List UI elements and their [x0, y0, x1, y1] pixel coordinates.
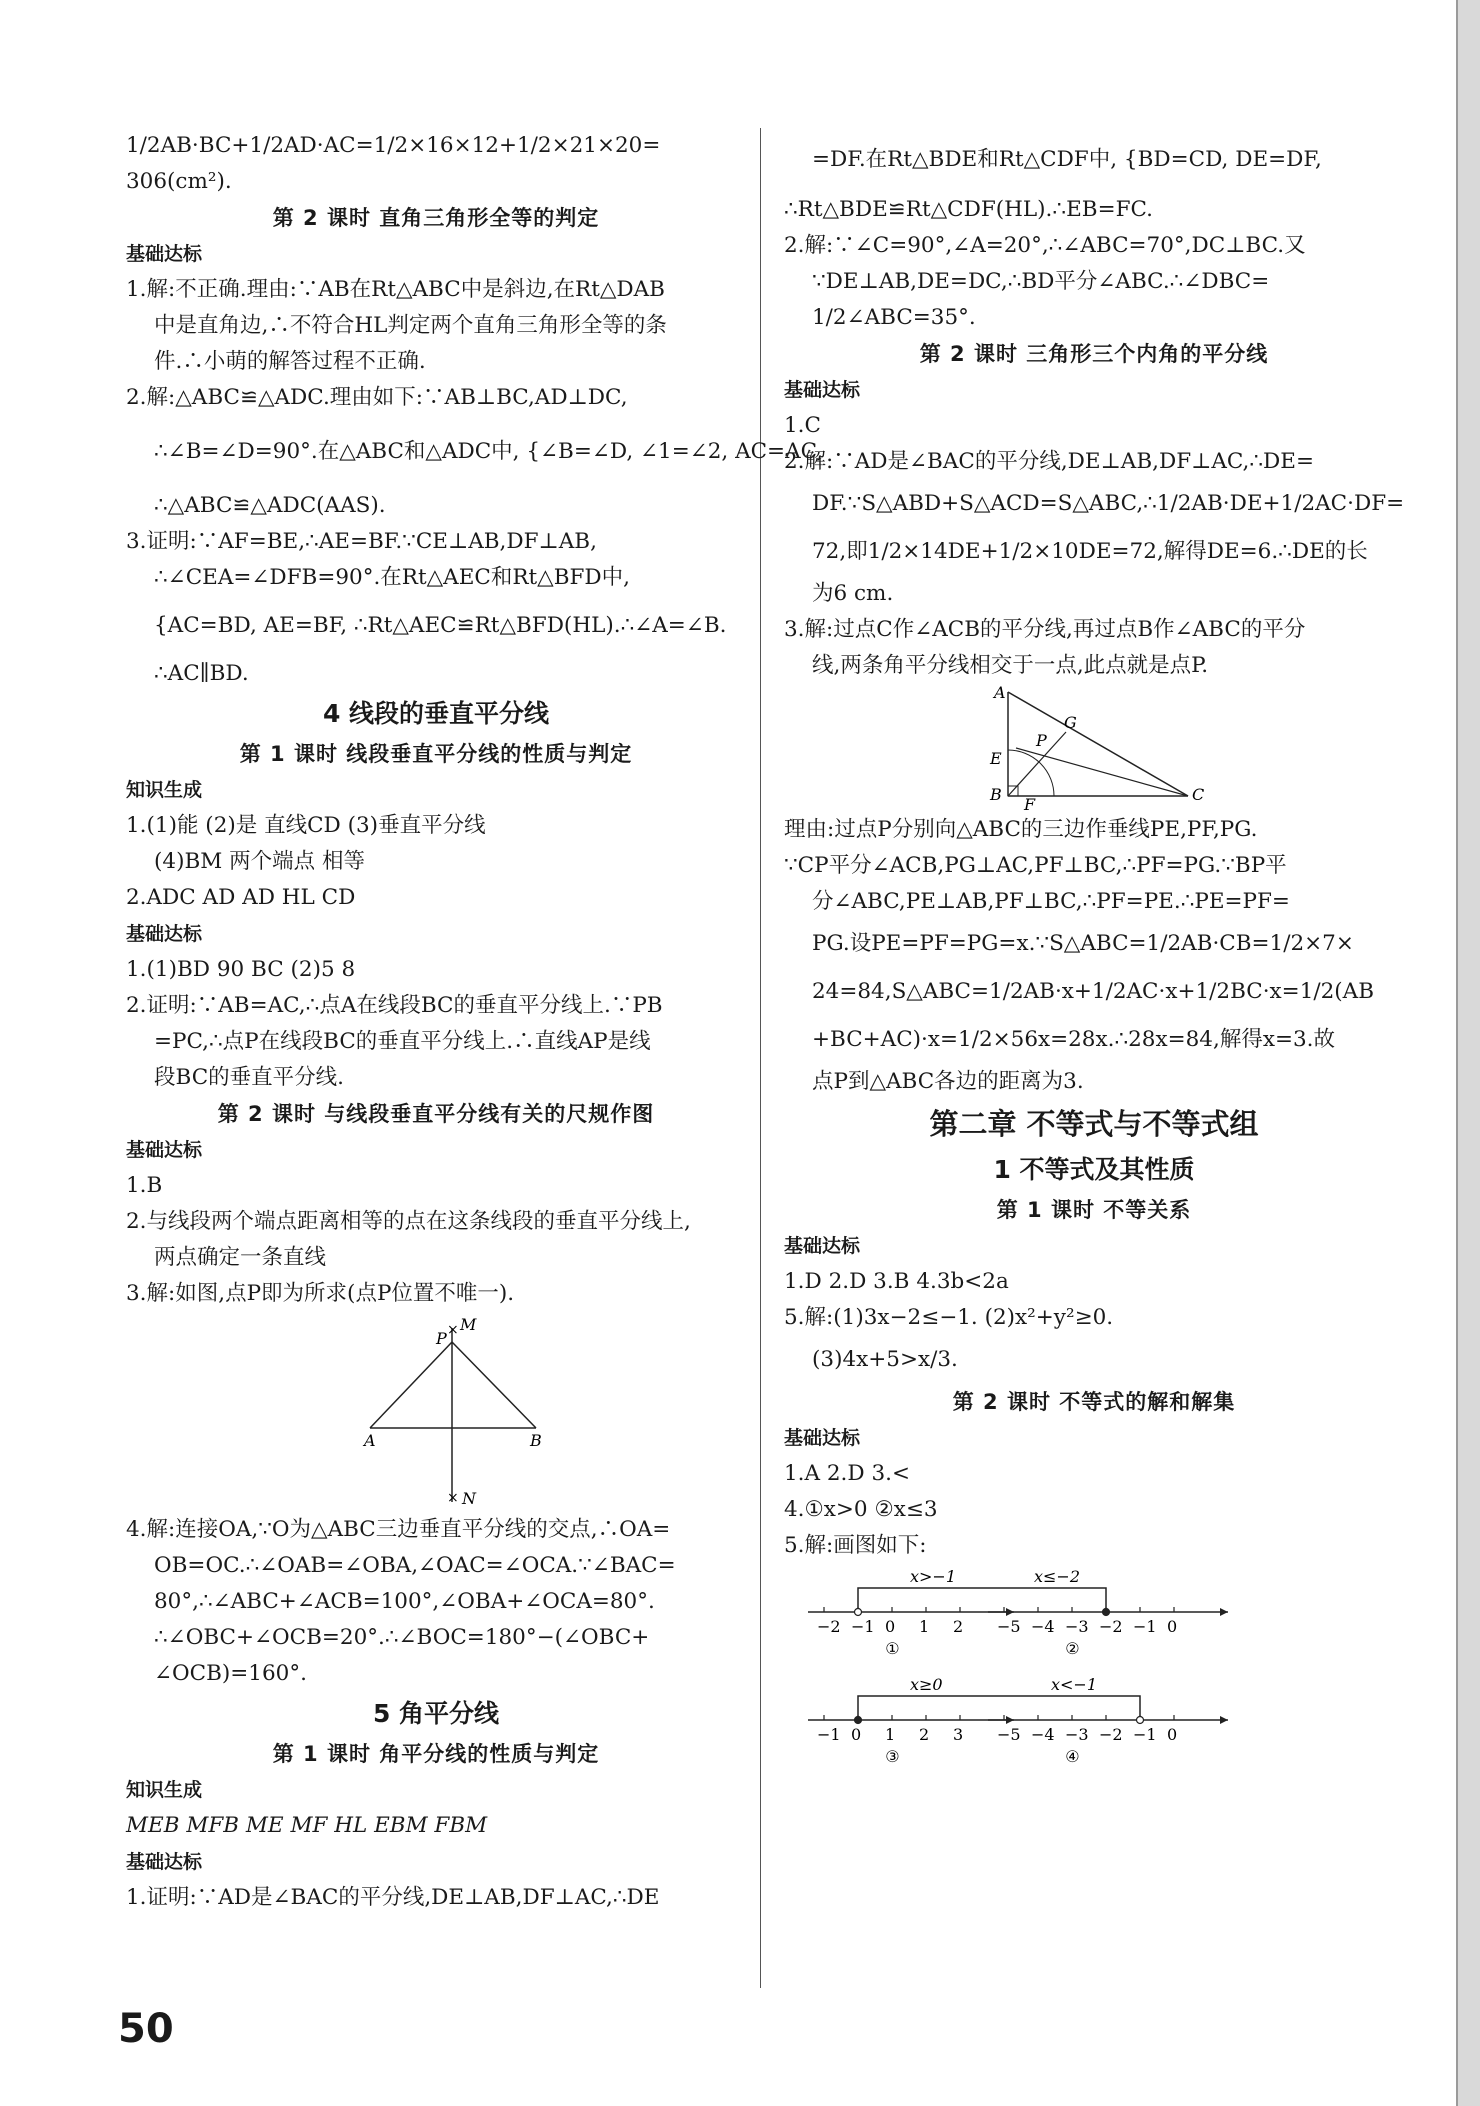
lesson-title: 第 1 课时 线段垂直平分线的性质与判定 — [239, 742, 633, 766]
text-line: 4.解:连接OA,∵O为△ABC三边垂直平分线的交点,∴OA= — [126, 1517, 671, 1542]
fig2-label-e: E — [990, 749, 1002, 768]
tick-label: −4 — [1031, 1725, 1055, 1744]
page-number: 50 — [118, 2006, 174, 2052]
inequality-label: x>−1 — [910, 1567, 957, 1586]
perpendicular-bisector-figure — [126, 1312, 746, 1512]
section-label: 基础达标 — [126, 923, 203, 945]
number-line-3 — [808, 1675, 1014, 1766]
section-label: 基础达标 — [126, 1851, 203, 1873]
number-line-1 — [808, 1567, 1014, 1658]
text-line: 2.解:∵∠C=90°,∠A=20°,∴∠ABC=70°,DC⊥BC.又 — [784, 233, 1306, 258]
text-line: 5.解:画图如下: — [784, 1533, 927, 1558]
tick-label: −2 — [1099, 1725, 1123, 1744]
solution-bracket — [858, 1696, 998, 1720]
cross-mark-n: × — [447, 1490, 459, 1506]
open-endpoint — [1137, 1717, 1144, 1724]
angle-bisector-figure — [784, 684, 1404, 812]
tick-label: 0 — [1167, 1725, 1178, 1744]
tick-label: −2 — [817, 1617, 841, 1636]
text-line: (3)4x+5>x/3. — [812, 1347, 958, 1372]
tick-label: 0 — [885, 1617, 896, 1636]
tick-label: −2 — [1099, 1617, 1123, 1636]
text-line: 段BC的垂直平分线. — [154, 1065, 344, 1090]
text-line: DF.∵S△ABD+S△ACD=S△ABC,∴1/2AB·DE+1/2AC·DF= — [812, 491, 1405, 516]
tick-label: 1 — [919, 1617, 930, 1636]
text-line: 2.证明:∵AB=AC,∴点A在线段BC的垂直平分线上.∵PB — [126, 993, 663, 1018]
text-line: 80°,∴∠ABC+∠ACB=100°,∠OBA+∠OCA=80°. — [154, 1589, 655, 1614]
tick-label: 0 — [1167, 1617, 1178, 1636]
figure-number: ① — [885, 1639, 900, 1658]
fig1-label-p: P — [436, 1329, 447, 1348]
page-edge — [1458, 0, 1480, 2106]
fig1-label-m: M — [460, 1315, 477, 1334]
tick-label: −4 — [1031, 1617, 1055, 1636]
text-line: 点P到△ABC各边的距离为3. — [812, 1069, 1084, 1094]
right-column — [784, 128, 1404, 1784]
text-line: 2.与线段两个端点距离相等的点在这条线段的垂直平分线上, — [126, 1209, 691, 1234]
tick-label: −1 — [817, 1725, 841, 1744]
tick-label: −1 — [1133, 1617, 1157, 1636]
segment-pa — [370, 1342, 452, 1428]
text-line: 1.(1)BD 90 BC (2)5 8 — [126, 957, 356, 982]
lesson-title: 第 2 课时 直角三角形全等的判定 — [272, 206, 600, 230]
fig1-label-a: A — [364, 1431, 376, 1450]
text-line: 306(cm²). — [126, 169, 232, 194]
section-label: 知识生成 — [126, 779, 203, 801]
figure-number: ② — [1065, 1639, 1080, 1658]
cross-mark-m: × — [447, 1322, 459, 1338]
section-label: 基础达标 — [784, 379, 861, 401]
segment-pb — [452, 1342, 536, 1428]
lesson-title: 第 2 课时 与线段垂直平分线有关的尺规作图 — [217, 1102, 655, 1126]
text-line: 为6 cm. — [812, 581, 894, 606]
text-line: +BC+AC)·x=1/2×56x=28x.∴28x=84,解得x=3.故 — [812, 1027, 1335, 1052]
fig2-label-a: A — [994, 684, 1006, 702]
section-title: 5 角平分线 — [372, 1699, 500, 1728]
bisector-from-c — [1016, 748, 1188, 796]
inequality-label: x≥0 — [910, 1675, 943, 1694]
text-line: 3.解:过点C作∠ACB的平分线,再过点B作∠ABC的平分 — [784, 617, 1306, 642]
text-line: 1.(1)能 (2)是 直线CD (3)垂直平分线 — [126, 813, 486, 838]
text-line: 分∠ABC,PE⊥AB,PF⊥BC,∴PF=PE.∴PE=PF= — [812, 889, 1290, 914]
text-line: 3.证明:∵AF=BE,∴AE=BF.∵CE⊥AB,DF⊥AB, — [126, 529, 597, 554]
lesson-title: 第 2 课时 三角形三个内角的平分线 — [919, 342, 1269, 366]
text-line: ∴AC∥BD. — [154, 661, 249, 686]
fig2-label-f: F — [1024, 795, 1036, 812]
figure-number: ③ — [885, 1747, 900, 1766]
text-line: 1/2∠ABC=35°. — [812, 305, 976, 330]
lesson-title: 第 1 课时 不等关系 — [996, 1198, 1192, 1222]
text-line: ∴∠CEA=∠DFB=90°.在Rt△AEC和Rt△BFD中, — [154, 565, 630, 590]
lesson-title: 第 2 课时 不等式的解和解集 — [952, 1390, 1236, 1414]
text-line: 24=84,S△ABC=1/2AB·x+1/2AC·x+1/2BC·x=1/2(AB — [812, 979, 1375, 1004]
text-line: MEB MFB ME MF HL EBM FBM — [126, 1813, 488, 1838]
tick-label: −5 — [997, 1617, 1021, 1636]
text-line: 3.解:如图,点P即为所求(点P位置不唯一). — [126, 1281, 515, 1306]
text-line: 件.∴小萌的解答过程不正确. — [154, 349, 426, 374]
fig2-label-g: G — [1064, 713, 1077, 732]
text-line: ∵DE⊥AB,DE=DC,∴BD平分∠ABC.∴∠DBC= — [812, 269, 1270, 294]
section-label: 基础达标 — [126, 1139, 203, 1161]
solution-bracket — [998, 1588, 1106, 1612]
tick-label: −3 — [1065, 1725, 1089, 1744]
text-line: 2.解:△ABC≌△ADC.理由如下:∵AB⊥BC,AD⊥DC, — [126, 385, 628, 410]
solution-bracket — [998, 1696, 1140, 1720]
text-line: ∴△ABC≌△ADC(AAS). — [154, 493, 386, 518]
fig2-label-c: C — [1192, 785, 1205, 804]
number-lines-figure — [784, 1564, 1404, 1784]
tick-label: 0 — [851, 1725, 862, 1744]
chapter-title: 第二章 不等式与不等式组 — [929, 1107, 1259, 1141]
tick-label: 2 — [919, 1725, 930, 1744]
tick-label: 3 — [953, 1725, 964, 1744]
text-line: 中是直角边,∴不符合HL判定两个直角三角形全等的条 — [154, 313, 667, 338]
text-line: 两点确定一条直线 — [154, 1245, 327, 1270]
text-line: {AC=BD, AE=BF, ∴Rt△AEC≌Rt△BFD(HL).∴∠A=∠B. — [154, 613, 727, 638]
fig1-label-n: N — [462, 1489, 476, 1508]
closed-endpoint — [855, 1717, 862, 1724]
text-line: (4)BM 两个端点 相等 — [154, 849, 365, 874]
tick-label: −1 — [1133, 1725, 1157, 1744]
text-line: 线,两条角平分线相交于一点,此点就是点P. — [812, 653, 1209, 678]
tick-label: −3 — [1065, 1617, 1089, 1636]
arrow-right-icon — [1220, 1608, 1228, 1616]
section-title: 1 不等式及其性质 — [993, 1155, 1195, 1184]
text-line: 1.证明:∵AD是∠BAC的平分线,DE⊥AB,DF⊥AC,∴DE — [126, 1885, 660, 1910]
text-line: 1.解:不正确.理由:∵AB在Rt△ABC中是斜边,在Rt△DAB — [126, 277, 665, 302]
inequality-label: x<−1 — [1051, 1675, 1098, 1694]
text-line: 2.ADC AD AD HL CD — [126, 885, 356, 910]
open-endpoint — [855, 1609, 862, 1616]
tick-label: −1 — [851, 1617, 875, 1636]
text-line: ∴∠OBC+∠OCB=20°.∴∠BOC=180°−(∠OBC+ — [154, 1625, 650, 1650]
text-line: PG.设PE=PF=PG=x.∵S△ABC=1/2AB·CB=1/2×7× — [812, 931, 1354, 956]
text-line: OB=OC.∴∠OAB=∠OBA,∠OAC=∠OCA.∵∠BAC= — [154, 1553, 676, 1578]
inequality-label: x≤−2 — [1034, 1567, 1081, 1586]
text-line: ∠OCB)=160°. — [154, 1661, 307, 1686]
text-line: ∴Rt△BDE≌Rt△CDF(HL).∴EB=FC. — [784, 197, 1154, 222]
tick-label: 1 — [885, 1725, 896, 1744]
number-line-2 — [988, 1567, 1228, 1658]
text-line: 5.解:(1)3x−2≤−1. (2)x²+y²≥0. — [784, 1305, 1114, 1330]
section-label: 基础达标 — [784, 1235, 861, 1257]
text-line: 1.D 2.D 3.B 4.3b<2a — [784, 1269, 1009, 1294]
tick-label: 2 — [953, 1617, 964, 1636]
text-line: 2.解:∵AD是∠BAC的平分线,DE⊥AB,DF⊥AC,∴DE= — [784, 449, 1315, 474]
text-line: 理由:过点P分别向△ABC的三边作垂线PE,PF,PG. — [784, 817, 1258, 842]
section-label: 基础达标 — [784, 1427, 861, 1449]
figure-number: ④ — [1065, 1747, 1080, 1766]
section-title: 4 线段的垂直平分线 — [322, 699, 550, 728]
lesson-title: 第 1 课时 角平分线的性质与判定 — [272, 1742, 600, 1766]
side-ac — [1008, 692, 1188, 796]
text-line: 4.①x>0 ②x≤3 — [784, 1497, 938, 1522]
solution-bracket — [858, 1588, 998, 1612]
tick-label: −5 — [997, 1725, 1021, 1744]
section-label: 知识生成 — [126, 1779, 203, 1801]
section-label: 基础达标 — [126, 243, 203, 265]
text-line: 1.B — [126, 1173, 163, 1198]
number-line-4 — [988, 1675, 1228, 1766]
text-line: =PC,∴点P在线段BC的垂直平分线上.∴直线AP是线 — [154, 1029, 651, 1054]
arrow-right-icon — [1220, 1716, 1228, 1724]
text-line: 72,即1/2×14DE+1/2×10DE=72,解得DE=6.∴DE的长 — [812, 539, 1368, 564]
text-line: 1/2AB·BC+1/2AD·AC=1/2×16×12+1/2×21×20= — [126, 133, 661, 158]
text-line: ∴∠B=∠D=90°.在△ABC和△ADC中, {∠B=∠D, ∠1=∠2, AC=AC, — [154, 439, 824, 464]
column-divider — [760, 128, 761, 1988]
text-line: ∵CP平分∠ACB,PG⊥AC,PF⊥BC,∴PF=PG.∵BP平 — [784, 853, 1287, 878]
text-line: =DF.在Rt△BDE和Rt△CDF中, {BD=CD, DE=DF, — [812, 147, 1322, 172]
text-line: 1.A 2.D 3.< — [784, 1461, 910, 1486]
fig2-label-b: B — [990, 785, 1002, 804]
text-line: 1.C — [784, 413, 821, 438]
closed-endpoint — [1103, 1609, 1110, 1616]
fig1-label-b: B — [530, 1431, 542, 1450]
fig2-label-p: P — [1036, 731, 1047, 750]
